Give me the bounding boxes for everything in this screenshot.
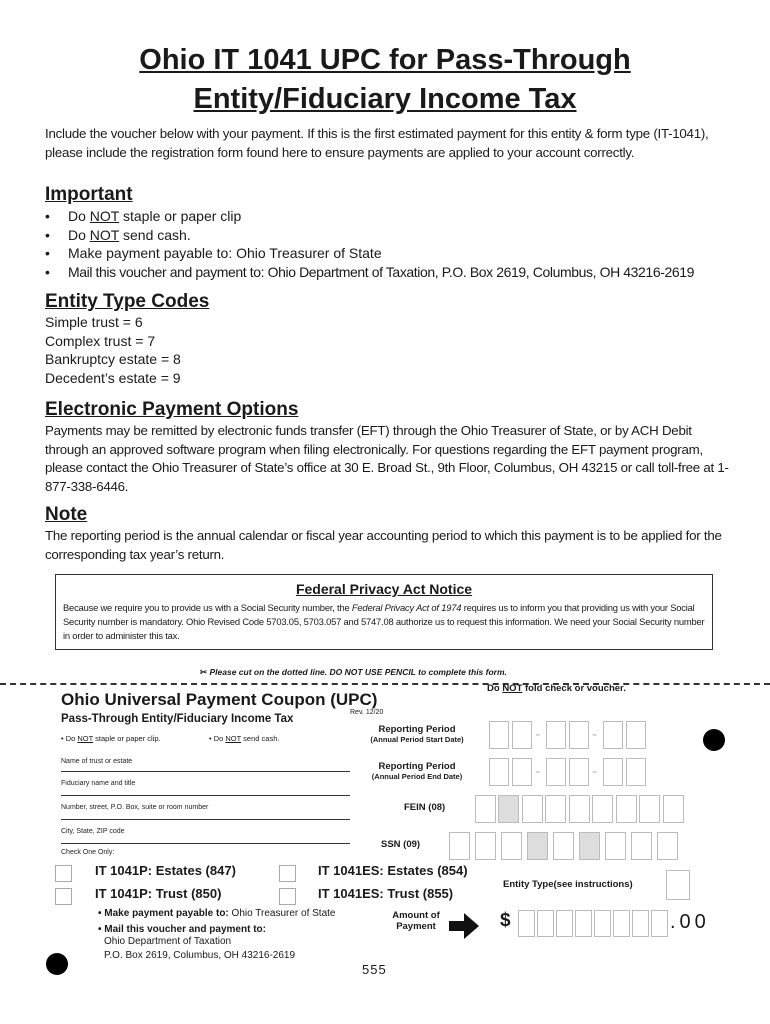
rp-start-label: Reporting Period (Annual Period Start Date) [370,724,464,744]
payable-to: • Make payment payable to: Ohio Treasurer of State [98,908,336,919]
option-it1041es-estates: IT 1041ES: Estates (854) [318,863,468,878]
rp-end-label: Reporting Period (Annual Period End Date) [371,761,463,781]
note-text: The reporting period is the annual calendar or fiscal year accounting period to which this payment is to be applied for the corresponding tax year’s return. [45,528,722,562]
checkbox-it1041es-trust[interactable] [279,888,296,905]
rp-end-year-2[interactable] [626,758,646,786]
name-field[interactable] [61,750,350,772]
city-field-label: City, State, ZIP code [61,828,125,835]
important-item: • Do NOT send cash. [45,226,191,243]
entity-type-label: Entity Type(see instructions) [503,879,633,890]
entity-type-field[interactable] [666,870,690,900]
important-item: • Make payment payable to: Ohio Treasurer of State [45,245,382,261]
cut-instruction: ✂ Please cut on the dotted line. DO NOT USE PENCIL to complete this form. [200,667,507,677]
coupon-rev: Rev. 12/20 [350,709,384,716]
privacy-heading: Federal Privacy Act Notice [295,581,473,597]
rp-end-month-2[interactable] [512,758,532,786]
no-staple-note: • Do NOT staple or paper clip. [61,734,161,743]
rp-start-month-1[interactable] [489,721,509,749]
important-item: • Do NOT staple or paper clip [45,208,242,224]
intro-text: Include the voucher below with your payment. If this is the first estimated payment for this entity & form type (IT-1041), please include the registration form found here to ensure payments are applied to your account correctly. [45,126,709,160]
electronic-text: Payments may be remitted by electronic funds transfer (EFT) through the Ohio Treasurer of State, or by ACH Debit through an approved software program when filing electronically. For questions regarding the EFT payment program, please contact the Ohio Treasurer of State’s office at 30 E. Broad St., 9th Floor, Columbus, OH 43215 or call toll-free at 1-877-338-6446. [45,423,729,494]
rp-start-month-2[interactable] [512,721,532,749]
scissors-icon: ✂ [200,667,208,677]
privacy-text: Because we require you to provide us with a Social Security number, the Federal Privacy Act of 1974 requires us to inform you that providing us with your Social Security number is mandatory. Ohio Revised Code 5703.05, 5703.057 and 5747.08 authorize us to request this information. We need your Social Security number in order to administer this tax. [63,602,705,641]
checkbox-it1041p-trust[interactable] [55,888,72,905]
option-it1041p-trust: IT 1041P: Trust (850) [95,886,222,901]
city-field[interactable] [61,820,350,844]
ssn-label: SSN (09) [381,839,421,850]
entity-code-item: Bankruptcy estate = 8 [45,351,181,367]
rp-start-year-1[interactable] [603,721,623,749]
arrow-right-icon [449,913,479,939]
check-one-label: Check One Only: [61,849,115,856]
coupon-title: Ohio Universal Payment Coupon (UPC) [61,690,378,709]
registration-mark [46,953,68,975]
rp-end-day-1[interactable] [546,758,566,786]
important-heading: Important [45,184,133,205]
page-title: Ohio IT 1041 UPC for Pass-Through [139,44,631,76]
amount-field[interactable] [518,910,668,938]
option-it1041es-trust: IT 1041ES: Trust (855) [318,886,454,901]
important-item: • Mail this voucher and payment to: Ohio Department of Taxation, P.O. Box 2619, Columbus, OH 43216-2619 [45,263,695,280]
registration-mark [703,729,725,751]
form-code: 555 [362,962,387,977]
rp-end-day-2[interactable] [569,758,589,786]
important-list [45,207,694,281]
privacy-notice-box [55,574,713,650]
no-cash-note: • Do NOT send cash. [209,734,280,743]
fein-label: FEIN (08) [404,802,446,813]
amount-cents: .00 [670,911,710,933]
entity-code-item: Decedent’s estate = 9 [45,369,181,386]
rp-end-year-1[interactable] [603,758,623,786]
rp-start-day-1[interactable] [546,721,566,749]
rp-start-day-2[interactable] [569,721,589,749]
amount-label: Amount of Payment [392,910,440,932]
street-field-label: Number, street, P.O. Box, suite or room number [61,804,209,811]
entity-code-item: Simple trust = 6 [45,314,143,330]
entity-code-item: Complex trust = 7 [45,332,156,349]
electronic-heading: Electronic Payment Options [45,399,299,420]
mail-address-line1: Ohio Department of Taxation [104,936,232,947]
note-heading: Note [45,504,88,525]
street-field[interactable] [61,796,350,820]
option-it1041p-estates: IT 1041P: Estates (847) [95,863,236,878]
page-subtitle: Entity/Fiduciary Income Tax [193,83,577,115]
checkbox-it1041p-estates[interactable] [55,865,72,882]
coupon-subtitle: Pass-Through Entity/Fiduciary Income Tax [61,713,294,725]
ssn-field[interactable] [449,832,689,860]
checkbox-it1041es-estates[interactable] [279,865,296,882]
rp-start-year-2[interactable] [626,721,646,749]
name-field-label: Name of trust or estate [61,758,133,765]
entity-codes-list [45,313,181,387]
mail-address-line2: P.O. Box 2619, Columbus, OH 43216-2619 [104,950,296,961]
fiduciary-field[interactable] [61,772,350,796]
mail-to-label: • Mail this voucher and payment to: [98,924,266,935]
fein-field[interactable] [475,795,689,823]
dollar-sign: $ [500,910,511,931]
fold-warning: Do NOT fold check or voucher. [487,683,626,694]
entity-codes-heading: Entity Type Codes [45,291,210,312]
fiduciary-field-label: Fiduciary name and title [61,780,136,787]
rp-end-month-1[interactable] [489,758,509,786]
cut-line [0,683,770,685]
